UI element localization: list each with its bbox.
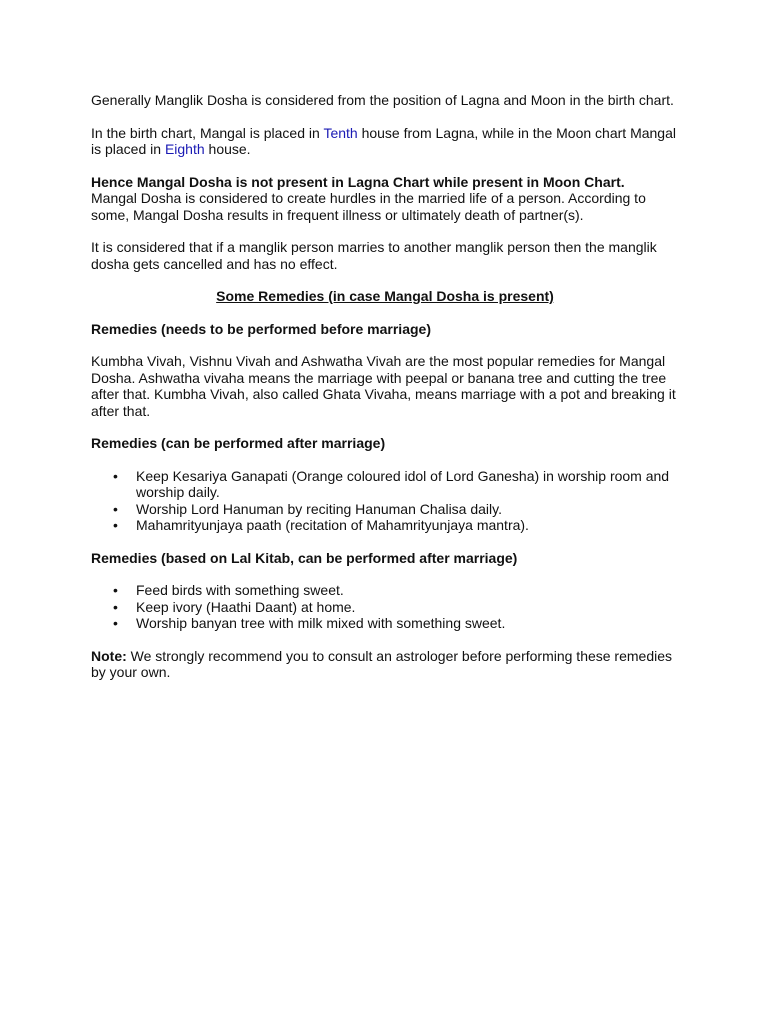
section3-list [91,582,679,632]
note-paragraph [91,648,679,681]
list-item [91,599,679,616]
list-item [91,582,679,599]
bullet-icon: • [113,582,118,598]
list-item-text: Feed birds with something sweet. [136,582,344,598]
document-page [91,92,679,697]
list-item [91,501,679,518]
bullet-icon: • [113,467,118,484]
cancellation-paragraph: It is considered that if a manglik person marries to another manglik person then the manglik dosha gets cancelled and has no effect. [91,239,657,272]
bullet-icon: • [113,517,118,533]
bullet-icon: • [113,500,118,517]
list-item-text: Keep Kesariya Ganapati (Orange coloured idol of Lord Ganesha) in worship room and worship daily. [136,467,670,500]
intro-paragraph: Generally Manglik Dosha is considered from the position of Lagna and Moon in the birth chart. [91,92,674,108]
bullet-icon: • [113,615,118,631]
conclusion-paragraph [91,174,679,224]
list-item-text: Worship Lord Hanuman by reciting Hanuman Chalisa daily. [136,500,502,517]
list-item [91,517,679,534]
list-item [91,468,679,501]
bullet-icon: • [113,598,118,615]
birth-chart-text-3: house. [204,141,251,157]
section3-heading: Remedies (based on Lal Kitab, can be performed after marriage) [91,549,518,566]
note-text: We strongly recommend you to consult an astrologer before performing these remedies by your own. [91,647,673,680]
list-item-text: Worship banyan tree with milk mixed with something sweet. [136,615,506,631]
section2-heading: Remedies (can be performed after marriage) [91,435,386,451]
conclusion-bold-text: Hence Mangal Dosha is not present in Lagna Chart while present in Moon Chart. [91,173,625,190]
conclusion-text: Mangal Dosha is considered to create hurdles in the married life of a person. According to some, Mangal Dosha results in frequent illness or ultimately death of partner(s). [91,190,646,223]
list-item [91,615,679,632]
list-item-text: Keep ivory (Haathi Daant) at home. [136,598,356,615]
section1-heading: Remedies (needs to be performed before marriage) [91,320,431,337]
note-label: Note: [91,647,127,664]
remedies-heading: Some Remedies (in case Mangal Dosha is present) [216,288,554,304]
list-item-text: Mahamrityunjaya paath (recitation of Mahamrityunjaya mantra). [136,517,529,533]
birth-chart-text-2: house from Lagna, while in the Moon chart Mangal is placed in [91,124,676,157]
eighth-house-link[interactable]: Eighth [164,141,205,157]
tenth-house-link[interactable]: Tenth [323,124,358,141]
birth-chart-text-1: In the birth chart, Mangal is placed in [91,124,324,141]
section1-text: Kumbha Vivah, Vishnu Vivah and Ashwatha Vivah are the most popular remedies for Mangal Dosha. Ashwatha vivaha means the marriage with peepal or banana tree and cutting the tree after that. Kumbha Vivah, also called Ghata Vivaha, means marriage with a pot and breaking it after that. [91,353,676,419]
section2-list [91,468,679,534]
birth-chart-paragraph [91,125,679,158]
